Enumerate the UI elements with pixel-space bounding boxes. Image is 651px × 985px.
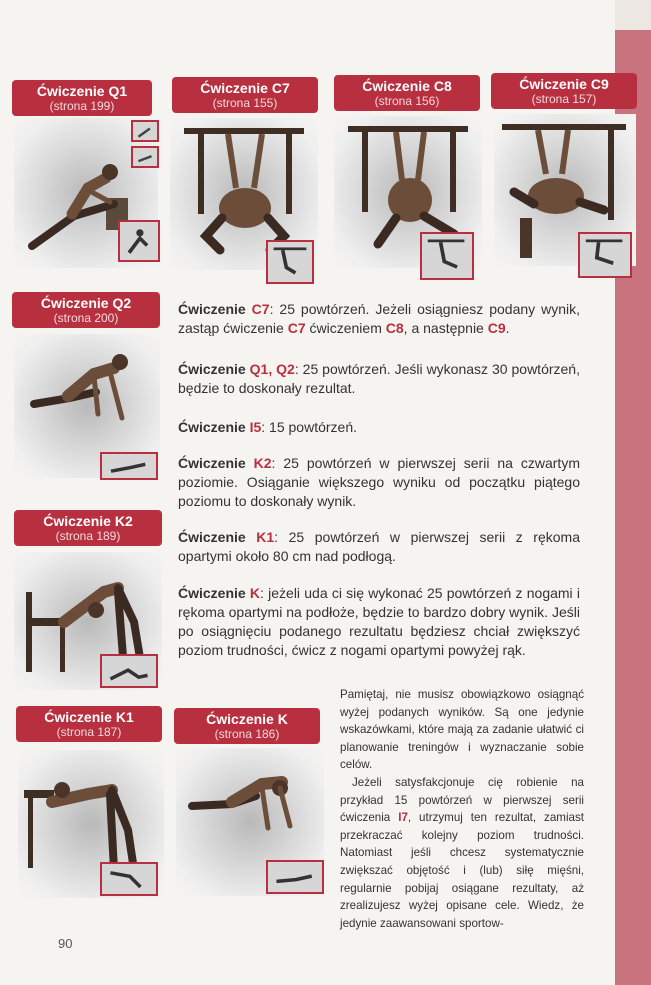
thumb-q1-a xyxy=(131,120,159,142)
exercise-name: Ćwiczenie C7 xyxy=(200,80,290,96)
label-exercise-c7 xyxy=(172,77,318,113)
label-exercise-q1 xyxy=(12,80,152,116)
exercise-name: Ćwiczenie K2 xyxy=(43,513,133,529)
page-number: 90 xyxy=(58,936,73,951)
exercise-name: Ćwiczenie C9 xyxy=(519,76,609,92)
thumb-c8 xyxy=(420,232,474,280)
paragraph-q1-q2: Ćwiczenie Q1, Q2: 25 powtórzeń. Jeśli wykonasz 30 powtórzeń, będzie to doskonały rezultat. xyxy=(178,361,580,396)
label-exercise-k2 xyxy=(14,510,162,546)
exercise-page-ref: (strona 157) xyxy=(531,92,597,106)
exercise-page-ref: (strona 199) xyxy=(49,99,115,113)
exercise-name: Ćwiczenie K1 xyxy=(44,709,134,725)
note-paragraph-2: Jeżeli satysfakcjonuje cię robienie na przykład 15 powtórzeń w pierwszej serii ćwiczenia I7, utrzymuj ten rezultat, zamiast przekraczać kolejny poziom trudności. Natomiast jeśli chcesz systematycznie zwiększać objętość i (lub) siłę mięśni, regularnie pobijaj osiągane rezultaty, aż zrealizujesz wyżej opisane cele. Wiedz, że jedynie zaawansowani sportow- xyxy=(340,775,585,930)
exercise-page-ref: (strona 155) xyxy=(212,96,278,110)
label-exercise-c9 xyxy=(491,73,637,109)
label-exercise-c8 xyxy=(334,75,480,111)
note-paragraph-1: Pamiętaj, nie musisz obowiązkowo osiągnąć wyżej podanych wyników. Są one jedynie wskazówkami, które mają za zadanie ułatwić ci planowanie treningów i wyznaczanie sobie celów. xyxy=(340,688,584,772)
thumb-q2 xyxy=(100,452,158,480)
thumb-k1 xyxy=(100,862,158,896)
note-text xyxy=(340,686,584,932)
exercise-name: Ćwiczenie K xyxy=(206,711,288,727)
label-exercise-k xyxy=(174,708,320,744)
exercise-page-ref: (strona 156) xyxy=(374,94,440,108)
thumb-k xyxy=(266,860,324,894)
paragraph-k1: Ćwiczenie K1: 25 powtórzeń w pierwszej serii z rękoma opartymi około 80 cm nad podłogą. xyxy=(178,529,580,564)
exercise-name: Ćwiczenie C8 xyxy=(362,78,452,94)
exercise-page-ref: (strona 189) xyxy=(55,529,121,543)
thumb-k2 xyxy=(100,654,158,688)
exercise-page-ref: (strona 187) xyxy=(56,725,122,739)
thumb-c7 xyxy=(266,240,314,284)
label-exercise-q2 xyxy=(12,292,160,328)
exercise-name: Ćwiczenie Q2 xyxy=(40,295,132,311)
thumb-c9 xyxy=(578,232,632,278)
label-exercise-k1 xyxy=(16,706,162,742)
exercise-name: Ćwiczenie Q1 xyxy=(36,83,128,99)
paragraph-i5: Ćwiczenie I5: 15 powtórzeń. xyxy=(178,419,358,435)
exercise-page-ref: (strona 186) xyxy=(214,727,280,741)
paragraph-c7: Ćwiczenie C7: 25 powtórzeń. Jeżeli osiągniesz podany wynik, zastąp ćwiczenie C7 ćwiczeniem C8, a następnie C9. xyxy=(178,301,580,336)
thumb-q1-c xyxy=(118,220,160,262)
paragraph-k: Ćwiczenie K: jeżeli uda ci się wykonać 25 powtórzeń z nogami i rękoma opartymi na podłoże, będzie to bardzo dobry wynik. Jeśli po osiągnięciu podanego rezultatu będziesz chciał zwiększyć poziom trudności, ćwicz z nogami opartymi powyżej rąk. xyxy=(178,585,580,658)
exercise-page-ref: (strona 200) xyxy=(53,311,119,325)
thumb-q1-b xyxy=(131,146,159,168)
paragraph-k2: Ćwiczenie K2: 25 powtórzeń w pierwszej serii na czwartym poziomie. Osiąganie większego wyniku od początku piątego poziomu to doskonały wynik. xyxy=(178,455,580,509)
